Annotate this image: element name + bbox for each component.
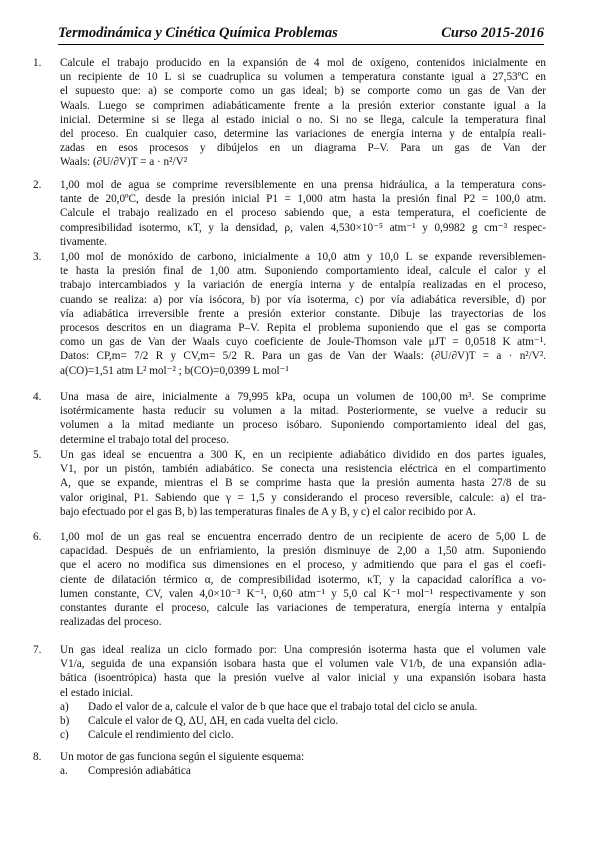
problem-text-line: trabajo intercambiados y la variación de energía interna y de entalpía realizadas en el proceso, <box>60 279 546 292</box>
problem-text-line: lumen constante, CV, valen 4,0×10⁻³ K⁻¹, 0,60 atm⁻¹ y 5,0 cal K⁻¹ mol⁻¹ respectivamente y son <box>60 587 546 600</box>
problem-text-line: determine el trabajo total del proceso. <box>60 433 229 446</box>
problem-7 <box>33 643 546 742</box>
problem-text-line: Un motor de gas funciona según el siguiente esquema: <box>60 751 305 763</box>
sub-question <box>60 764 546 778</box>
problem-text-line: Un gas ideal realiza un ciclo formado por: Una compresión isoterma hasta que el volumen vale <box>60 644 546 656</box>
problem-text-line: Datos: CP,m= 7/2 R y CV,m= 5/2 R. Para un gas de Van der Waals: (∂U/∂V)T = a · n²/V². <box>60 350 546 363</box>
problem-text-line: constantes durante el proceso, calcule las variaciones de temperatura, energía interna y entalpía <box>60 602 546 615</box>
header-title: Termodinámica y Cinética Química Problemas <box>58 25 338 41</box>
problem-number: 4. <box>33 391 42 403</box>
problem-number: 2. <box>33 179 42 191</box>
problem-3 <box>33 250 546 378</box>
problem-text-line: isotérmicamente hasta reducir su volumen a la mitad. Posteriormente, se vuelve a reducir su <box>60 405 546 418</box>
problem-text-line: como un gas de Van der Waals cuyo coeficiente de Joule-Thomson vale μJT = 0,0518 K atm⁻¹. <box>60 336 546 349</box>
problem-text-line: valor original, P1. Sabiendo que γ = 1,5 y considerando el proceso reversible, calcule: a) el tra- <box>60 491 546 504</box>
problem-number: 8. <box>33 751 42 763</box>
problem-text-line: tante de 20,0ºC, desde la presión inicial P1 = 1,000 atm hasta la presión final P2 = 100,0 atm. <box>60 193 546 206</box>
problem-text-line: zadas en esos procesos y dibújelos en un diagrama P–V. Para un gas de Van der <box>60 142 546 155</box>
problem-text-line: capacidad. Después de un enfriamiento, la presión disminuye de 2,00 a 1,50 atm. Suponiendo <box>60 545 546 558</box>
problem-text-line: bajo efectuado por el gas B, b) las temperaturas finales de A y B, y c) el calor recibido por A. <box>60 505 476 518</box>
problem-8 <box>33 750 546 778</box>
sub-question-label: a) <box>60 700 69 713</box>
problem-text-line: V1, por un pistón, también adiabático. Se conecta una resistencia eléctrica en el compartimento <box>60 463 546 476</box>
problem-text-line: A, que se expande, mientras el B se comprime hasta que la presión aumenta hasta 27/8 de su <box>60 477 546 490</box>
problem-text-line: cuando se realiza: a) por vía isócora, b) por vía isoterma, c) por vía adiabática reversible, d) por <box>60 293 546 306</box>
problem-text-line: te hasta la presión final de 1,00 atm. Suponiendo comportamiento ideal, calcule el calor y el <box>60 265 546 278</box>
sub-question-label: c) <box>60 729 69 742</box>
sub-question-label: a. <box>60 765 68 778</box>
problem-text-line: a(CO)=1,51 atm L² mol⁻² ; b(CO)=0,0399 L mol⁻¹ <box>60 364 289 377</box>
sub-question <box>60 728 546 742</box>
sub-question-text: Calcule el valor de Q, ΔU, ΔH, en cada vuelta del ciclo. <box>88 715 339 728</box>
problem-text-line: tivamente. <box>60 235 107 248</box>
sub-question <box>60 700 546 714</box>
problem-text-line: Un gas ideal se encuentra a 300 K, en un recipiente adiabático dividido en dos partes iguales, <box>60 449 546 461</box>
sub-question <box>60 714 546 728</box>
problem-text-line: Calcule el trabajo realizado en el proceso sabiendo que, a esta temperatura, el coeficiente de <box>60 207 546 220</box>
problem-number: 6. <box>33 531 42 543</box>
problem-4 <box>33 390 546 447</box>
problem-text-line: volumen a la mitad mediante un proceso isóbaro. Suponiendo comportamiento ideal del gas, <box>60 419 546 432</box>
problem-number: 5. <box>33 449 42 461</box>
problem-text-line: ciente de dilatación térmico α, de compresibilidad isotermo, κT, y la capacidad calorífica a vo- <box>60 573 546 586</box>
problem-text-line: Waals: (∂U/∂V)T = a · n²/V² <box>60 156 188 169</box>
problem-1 <box>33 56 546 170</box>
problem-text-line: Calcule el trabajo producido en la expansión de 4 mol de oxígeno, contenidos inicialmente en <box>60 57 546 69</box>
problem-number: 1. <box>33 57 42 69</box>
problem-text-line: Una masa de aire, inicialmente a 79,995 kPa, ocupa un volumen de 100,00 m³. Se comprime <box>60 391 546 403</box>
problem-number: 7. <box>33 644 42 656</box>
page-header <box>58 24 544 45</box>
problem-text-line: vía adiabática irreversible frente a presión exterior constante. Dibuje las trayectorias de los <box>60 307 546 320</box>
sub-question-text: Calcule el rendimiento del ciclo. <box>88 729 234 742</box>
sub-question-text: Dado el valor de a, calcule el valor de b que hace que el trabajo total del ciclo se anula. <box>88 700 478 713</box>
header-course: Curso 2015-2016 <box>441 25 544 41</box>
problem-text-line: Waals. Luego se comprimen adiabáticamente frente a la presión exterior constante igual a la <box>60 99 546 112</box>
problem-2 <box>33 178 546 249</box>
problem-text-line: el supuesto que: a) se comporte como un gas ideal; b) se comporte como un gas de Van der <box>60 85 546 98</box>
problem-text-line: del proceso. En cualquier caso, determine las variaciones de energía interna y de entalpía reali- <box>60 128 546 141</box>
problem-text-line: que el acero no modifica sus dimensiones en el proceso, y admitiendo que para el gas el coefi- <box>60 559 546 572</box>
problem-text-line: bática (isoentrópica) hasta que la presión vuelve al valor inicial y una expansión isobara hasta <box>60 672 546 685</box>
problem-text-line: compresibilidad isotermo, κT, y la densidad, ρ, valen 4,530×10⁻⁵ atm⁻¹ y 0,9982 g cm⁻³ respec- <box>60 221 546 234</box>
problem-text-line: el estado inicial. <box>60 686 134 699</box>
problem-text-line: 1,00 mol de un gas real se encuentra encerrado dentro de un recipiente de acero de 5,00 L de <box>60 531 546 543</box>
problem-text-line: procesos descritos en un diagrama P–V. Repita el problema suponiendo que el gas se comporta <box>60 322 546 335</box>
problem-text-line: 1,00 mol de agua se comprime reversiblemente en una prensa hidráulica, a la temperatura cons- <box>60 179 546 191</box>
problem-5 <box>33 448 546 519</box>
problem-text-line: inicial. Determine si se llega al estado inicial o no. Si no se llega, calcule la temperatura final <box>60 113 546 126</box>
problem-text-line: 1,00 mol de monóxido de carbono, inicialmente a 10,0 atm y 10,0 L se expande reversiblemen- <box>60 251 546 263</box>
problem-text-line: realizadas del proceso. <box>60 616 162 629</box>
sub-question-text: Compresión adiabática <box>88 765 191 778</box>
problem-text-line: un recipiente de 10 L si se cuadruplica su volumen a temperatura constante igual a 27,53ºC en <box>60 71 546 84</box>
problem-number: 3. <box>33 251 42 263</box>
problem-6 <box>33 530 546 629</box>
problem-text-line: V1/a, seguida de una expansión isobara hasta que el volumen vale V1/b, de una expansión adia- <box>60 658 546 671</box>
sub-question-label: b) <box>60 715 70 728</box>
